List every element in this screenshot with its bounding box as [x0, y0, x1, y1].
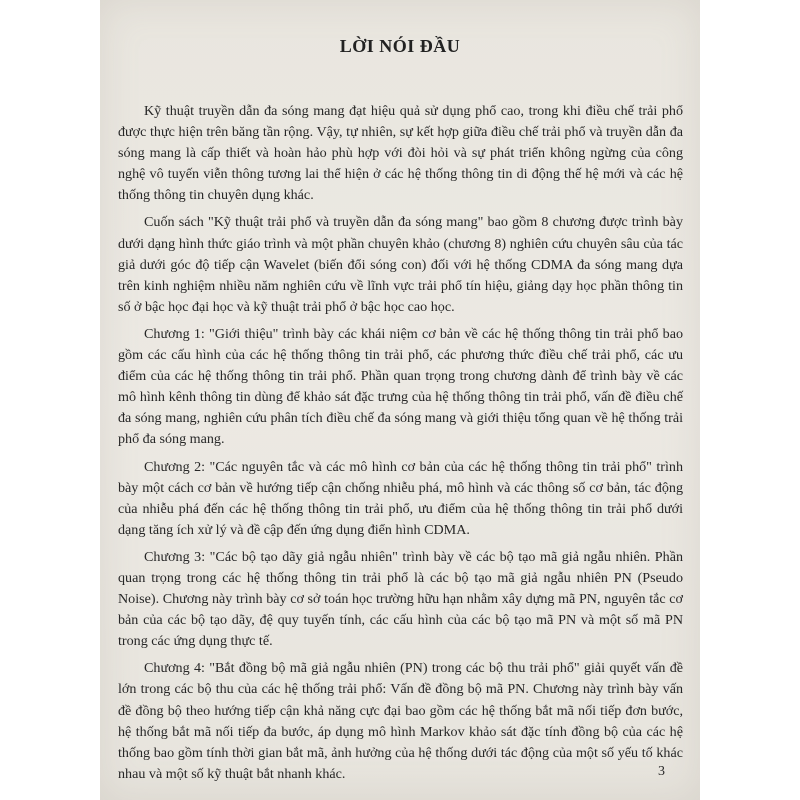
page-body — [118, 101, 683, 791]
paragraph-book-overview: Cuốn sách "Kỹ thuật trải phổ và truyền dẫn đa sóng mang" bao gồm 8 chương được trình bày dưới dạng hình thức giáo trình và một phần chuyên khảo (chương 8) nghiên cứu chuyên sâu của tác giả dưới góc độ tiếp cận Wavelet (biến đổi sóng con) đối với hệ thống CDMA đa sóng mang dựa trên kinh nghiệm nhiều năm nghiên cứu về lĩnh vực trải phổ tín hiệu, giảng dạy học phần thông tin số ở bậc học đại học và kỹ thuật trải phổ ở bậc học cao học. — [118, 214, 683, 315]
paragraph-chapter-3: Chương 3: "Các bộ tạo dãy giả ngẫu nhiên" trình bày về các bộ tạo mã giả ngẫu nhiên. Phần quan trọng trong các hệ thống thông tin trải phổ là các bộ tạo mã giả ngẫu nhiên PN (Pseudo Noise). Chương này trình bày cơ sở toán học trường hữu hạn nhằm xây dựng mã PN, nguyên tắc cơ bản của các bộ tạo dãy, đệ quy tuyến tính, các cấu hình của các bộ tạo mã PN và một số mã PN trong các ứng dụng thực tế. — [118, 548, 683, 650]
page-number: 3 — [658, 764, 665, 779]
paragraph-chapter-4: Chương 4: "Bắt đồng bộ mã giả ngẫu nhiên (PN) trong các bộ thu trải phổ" giải quyết vấn đề lớn trong các bộ thu của các hệ thống trải phổ: Vấn đề đồng bộ mã PN. Chương này trình bày vấn đề đồng bộ theo hướng tiếp cận khả năng cực đại bao gồm các hệ thống bắt mã nối tiếp đơn bước, hệ thống bắt mã nối tiếp đa bước, áp dụng mô hình Markov khảo sát đặc tính đồng bộ của các hệ thống bao gồm tính thời gian bắt mã, ảnh hưởng của hệ thống dưới tác động của một số yếu tố khác nhau và một số kỹ thuật bắt nhanh khác. — [118, 660, 683, 782]
paragraph-chapter-2: Chương 2: "Các nguyên tắc và các mô hình cơ bản của các hệ thống thông tin trải phổ" trình bày một cách cơ bản về hướng tiếp cận chống nhiễu phá, mô hình và các thông số cơ bản, tác động của nhiễu phá đến các hệ thống thông tin trải phổ, ưu điểm của hệ thống thông tin trải phổ dưới dạng tăng ích xử lý và đề cập đến ứng dụng điển hình CDMA. — [118, 458, 683, 538]
page-title: LỜI NÓI ĐẦU — [339, 36, 461, 56]
paragraph-intro: Kỹ thuật truyền dẫn đa sóng mang đạt hiệu quả sử dụng phổ cao, trong khi điều chế trải phổ được thực hiện trên băng tần rộng. Vậy, tự nhiên, sự kết hợp giữa điều chế trải phổ và truyền dẫn đa sóng mang là cấp thiết và hoàn hảo phù hợp với đòi hỏi và sự phát triển không ngừng của công nghệ vô tuyến viễn thông tương lai thể hiện ở các hệ thống thông tin di động thế hệ mới và các hệ thống thông tin chuyên dụng khác. — [118, 103, 683, 204]
book-page — [100, 0, 700, 800]
paragraph-chapter-1: Chương 1: "Giới thiệu" trình bày các khái niệm cơ bản về các hệ thống thông tin trải phổ bao gồm các cấu hình của các hệ thống thông tin trải phổ, các phương thức điều chế trải phổ, các ưu điểm của các hệ thống thông tin trải phổ. Phần quan trọng trong chương dành để trình bày về các mô hình kênh thông tin dùng để khảo sát đặc trưng của hệ thống thông tin trải phổ, vấn đề điều chế đa sóng mang, nghiên cứu phân tích điều chế đa sóng mang và giới thiệu tổng quan về hệ thống trải phổ đa sóng mang. — [118, 325, 683, 448]
